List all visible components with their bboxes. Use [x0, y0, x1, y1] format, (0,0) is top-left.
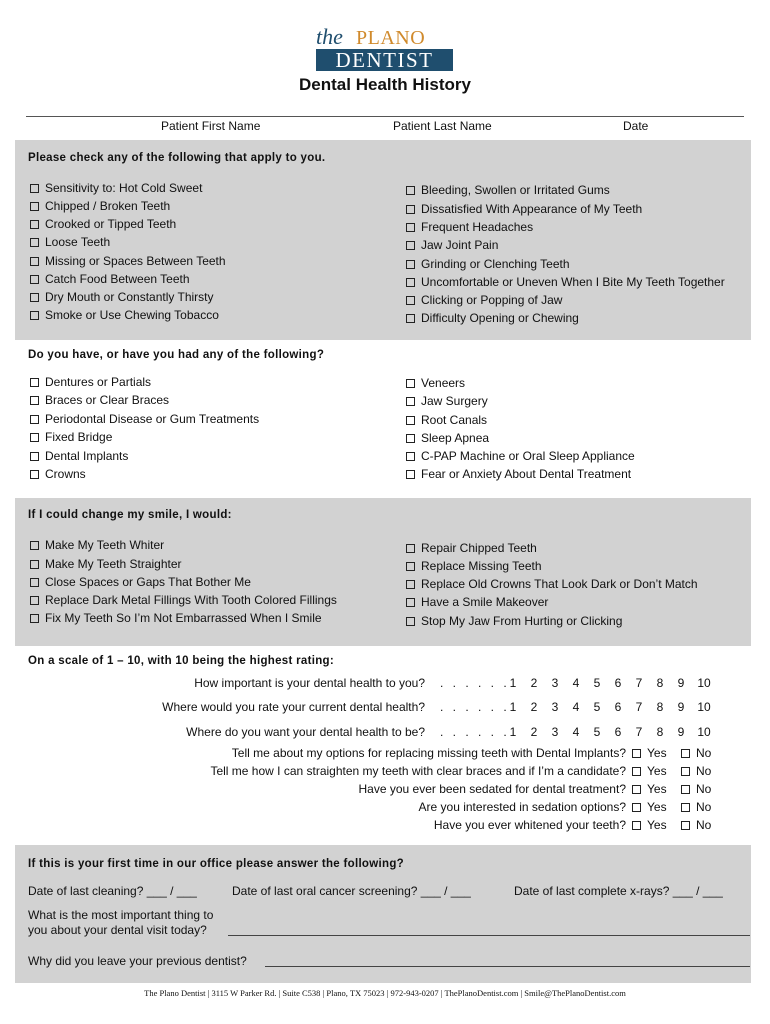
- checkbox-item-label: Dental Implants: [45, 449, 129, 463]
- checkbox-icon[interactable]: [632, 785, 641, 794]
- rating-question: How important is your dental health to you?: [194, 676, 425, 690]
- checkbox-item[interactable]: [406, 541, 537, 555]
- checkbox-icon[interactable]: [681, 803, 690, 812]
- checkbox-icon[interactable]: [632, 821, 641, 830]
- checkbox-item[interactable]: [30, 430, 112, 444]
- checkbox-item[interactable]: [406, 431, 489, 445]
- no-label: No: [696, 764, 712, 778]
- rating-option[interactable]: 4: [572, 700, 580, 714]
- checkbox-item[interactable]: [30, 593, 337, 607]
- checkbox-item[interactable]: [406, 220, 533, 234]
- checkbox-item[interactable]: [406, 376, 465, 390]
- rating-option[interactable]: 1: [509, 700, 517, 714]
- no-option[interactable]: [681, 764, 711, 778]
- checkbox-icon[interactable]: [406, 278, 415, 287]
- checkbox-icon[interactable]: [406, 241, 415, 250]
- leader-dots: . . . . . .: [440, 725, 510, 739]
- logo-the-text: the: [316, 24, 343, 49]
- why-leave-input[interactable]: [265, 966, 750, 967]
- checkbox-item[interactable]: [30, 557, 182, 571]
- checkbox-item-label: Fear or Anxiety About Dental Treatment: [421, 467, 632, 481]
- checkbox-icon[interactable]: [30, 614, 39, 623]
- rating-option[interactable]: 5: [593, 700, 601, 714]
- checkbox-icon[interactable]: [30, 293, 39, 302]
- section-history-heading: Do you have, or have you had any of the following?: [28, 349, 325, 361]
- important-thing-label-2: you about your dental visit today?: [28, 923, 207, 937]
- checkbox-icon[interactable]: [681, 785, 690, 794]
- checkbox-icon[interactable]: [30, 275, 39, 284]
- checkbox-item[interactable]: [30, 308, 219, 322]
- checkbox-item[interactable]: [406, 275, 725, 289]
- yes-no-question: Have you ever whitened your teeth?: [433, 818, 626, 832]
- checkbox-item[interactable]: [406, 394, 488, 408]
- yes-option[interactable]: [632, 818, 667, 832]
- no-option[interactable]: [681, 818, 711, 832]
- checkbox-item-label: Loose Teeth: [45, 235, 111, 249]
- section-first-visit-heading: If this is your first time in our office please answer the following?: [28, 858, 404, 870]
- checkbox-icon[interactable]: [30, 220, 39, 229]
- checkbox-icon[interactable]: [406, 296, 415, 305]
- checkbox-icon[interactable]: [406, 314, 415, 323]
- rating-option[interactable]: 10: [697, 676, 711, 690]
- checkbox-item-label: Replace Missing Teeth: [421, 559, 542, 573]
- checkbox-item-label: Close Spaces or Gaps That Bother Me: [45, 575, 251, 589]
- no-label: No: [696, 818, 712, 832]
- yes-label: Yes: [647, 818, 667, 832]
- checkbox-icon[interactable]: [406, 598, 415, 607]
- yes-option[interactable]: [632, 782, 667, 796]
- last-cleaning-field[interactable]: Date of last cleaning? ___ / ___: [28, 884, 197, 898]
- leader-dots: . . . . . .: [440, 676, 510, 690]
- checkbox-item-label: Clicking or Popping of Jaw: [421, 293, 563, 307]
- yes-no-question: Tell me about my options for replacing missing teeth with Dental Implants?: [231, 746, 626, 760]
- rating-option[interactable]: 7: [635, 700, 643, 714]
- last-screening-field[interactable]: Date of last oral cancer screening? ___ / ___: [232, 884, 471, 898]
- rating-option[interactable]: 10: [697, 725, 711, 739]
- checkbox-item[interactable]: [406, 413, 487, 427]
- leader-dots: . . . . . .: [440, 700, 510, 714]
- checkbox-item[interactable]: [30, 375, 151, 389]
- checkbox-item-label: Dissatisfied With Appearance of My Teeth: [421, 202, 643, 216]
- checkbox-item[interactable]: [406, 559, 542, 573]
- checkbox-icon[interactable]: [30, 452, 39, 461]
- checkbox-icon[interactable]: [681, 767, 690, 776]
- checkbox-icon[interactable]: [406, 470, 415, 479]
- checkbox-item-label: Braces or Clear Braces: [45, 393, 170, 407]
- checkbox-item-label: Have a Smile Makeover: [421, 595, 549, 609]
- checkbox-item[interactable]: [406, 467, 631, 481]
- last-name-label: Patient Last Name: [393, 119, 492, 133]
- important-thing-label-1: What is the most important thing to: [28, 908, 214, 922]
- checkbox-icon[interactable]: [406, 205, 415, 214]
- checkbox-item-label: Repair Chipped Teeth: [421, 541, 537, 555]
- footer-contact: The Plano Dentist | 3115 W Parker Rd. | Suite C538 | Plano, TX 75023 | 972-943-0207 | ThePlanoDentist.com | Smile@ThePlanoDentist.com: [144, 988, 626, 998]
- checkbox-item-label: Replace Old Crowns That Look Dark or Don’t Match: [421, 577, 698, 591]
- checkbox-item[interactable]: [406, 614, 622, 628]
- header-divider: [26, 116, 744, 117]
- checkbox-item[interactable]: [406, 257, 570, 271]
- checkbox-item[interactable]: [406, 311, 579, 325]
- important-thing-input[interactable]: [228, 935, 750, 936]
- no-option[interactable]: [681, 782, 711, 796]
- checkbox-item[interactable]: [30, 272, 190, 286]
- checkbox-item[interactable]: [406, 449, 635, 463]
- logo-dentist-text: DENTIST: [316, 49, 453, 71]
- yes-label: Yes: [647, 782, 667, 796]
- checkbox-item-label: Make My Teeth Whiter: [45, 538, 165, 552]
- checkbox-item[interactable]: [30, 611, 322, 625]
- rating-option[interactable]: 8: [656, 676, 664, 690]
- checkbox-item[interactable]: [30, 412, 259, 426]
- logo-plano-text: PLANO: [356, 27, 426, 49]
- checkbox-item[interactable]: [30, 181, 202, 195]
- section-rating-heading: On a scale of 1 – 10, with 10 being the highest rating:: [28, 655, 334, 667]
- checkbox-item-label: Frequent Headaches: [421, 220, 534, 234]
- checkbox-item-label: Veneers: [421, 376, 466, 390]
- yes-option[interactable]: [632, 746, 667, 760]
- last-xrays-field[interactable]: Date of last complete x-rays? ___ / ___: [514, 884, 723, 898]
- rating-option[interactable]: 3: [551, 725, 559, 739]
- checkbox-item-label: Dentures or Partials: [45, 375, 152, 389]
- checkbox-item-label: Catch Food Between Teeth: [45, 272, 190, 286]
- checkbox-icon[interactable]: [406, 186, 415, 195]
- rating-option[interactable]: 8: [656, 725, 664, 739]
- checkbox-item[interactable]: [406, 183, 610, 197]
- rating-option[interactable]: 8: [656, 700, 664, 714]
- checkbox-icon[interactable]: [30, 238, 39, 247]
- checkbox-icon[interactable]: [406, 562, 415, 571]
- checkbox-icon[interactable]: [406, 452, 415, 461]
- checkbox-icon[interactable]: [406, 617, 415, 626]
- checkbox-icon[interactable]: [406, 544, 415, 553]
- checkbox-item-label: Replace Dark Metal Fillings With Tooth Colored Fillings: [45, 593, 337, 607]
- no-option[interactable]: [681, 746, 711, 760]
- checkbox-item[interactable]: [30, 575, 251, 589]
- checkbox-item-label: Smoke or Use Chewing Tobacco: [45, 308, 219, 322]
- checkbox-item-label: Jaw Surgery: [421, 394, 488, 408]
- checkbox-item-label: Fixed Bridge: [45, 430, 113, 444]
- checkbox-icon[interactable]: [406, 397, 415, 406]
- rating-option[interactable]: 4: [572, 676, 580, 690]
- checkbox-item-label: Make My Teeth Straighter: [45, 557, 182, 571]
- checkbox-icon[interactable]: [406, 379, 415, 388]
- checkbox-icon[interactable]: [406, 580, 415, 589]
- rating-option[interactable]: 2: [530, 725, 538, 739]
- rating-option[interactable]: 2: [530, 700, 538, 714]
- yes-no-question: Have you ever been sedated for dental treatment?: [358, 782, 626, 796]
- checkbox-item[interactable]: [30, 538, 164, 552]
- rating-option[interactable]: 5: [593, 676, 601, 690]
- checkbox-item[interactable]: [30, 199, 170, 213]
- checkbox-item[interactable]: [30, 467, 86, 481]
- rating-option[interactable]: 1: [509, 676, 517, 690]
- checkbox-icon[interactable]: [30, 596, 39, 605]
- checkbox-item-label: Difficulty Opening or Chewing: [421, 311, 579, 325]
- rating-option[interactable]: 7: [635, 725, 643, 739]
- checkbox-item[interactable]: [30, 235, 110, 249]
- why-leave-label: Why did you leave your previous dentist?: [28, 954, 247, 968]
- rating-option[interactable]: 4: [572, 725, 580, 739]
- rating-option[interactable]: 6: [614, 725, 622, 739]
- yes-label: Yes: [647, 800, 667, 814]
- checkbox-item-label: Fix My Teeth So I’m Not Embarrassed When I Smile: [45, 611, 322, 625]
- checkbox-item[interactable]: [30, 393, 169, 407]
- yes-option[interactable]: [632, 800, 667, 814]
- yes-no-question: Tell me how I can straighten my teeth with clear braces and if I’m a candidate?: [210, 764, 626, 778]
- rating-question: Where do you want your dental health to be?: [186, 725, 425, 739]
- no-label: No: [696, 800, 712, 814]
- checkbox-icon[interactable]: [406, 223, 415, 232]
- checkbox-item[interactable]: [406, 595, 548, 609]
- checkbox-item-label: Grinding or Clenching Teeth: [421, 257, 570, 271]
- rating-option[interactable]: 2: [530, 676, 538, 690]
- yes-label: Yes: [647, 746, 667, 760]
- checkbox-icon[interactable]: [632, 749, 641, 758]
- yes-no-question: Are you interested in sedation options?: [418, 800, 626, 814]
- checkbox-icon[interactable]: [632, 803, 641, 812]
- first-name-label: Patient First Name: [161, 119, 261, 133]
- section-smile-heading: If I could change my smile, I would:: [28, 509, 232, 521]
- rating-option[interactable]: 5: [593, 725, 601, 739]
- rating-option[interactable]: 9: [677, 676, 685, 690]
- checkbox-icon[interactable]: [30, 470, 39, 479]
- checkbox-item[interactable]: [406, 577, 698, 591]
- rating-option[interactable]: 9: [677, 725, 685, 739]
- rating-option[interactable]: 10: [697, 700, 711, 714]
- rating-option[interactable]: 6: [614, 700, 622, 714]
- no-option[interactable]: [681, 800, 711, 814]
- checkbox-item[interactable]: [406, 202, 642, 216]
- checkbox-icon[interactable]: [30, 184, 39, 193]
- rating-option[interactable]: 3: [551, 676, 559, 690]
- yes-label: Yes: [647, 764, 667, 778]
- rating-option[interactable]: 7: [635, 676, 643, 690]
- rating-option[interactable]: 1: [509, 725, 517, 739]
- checkbox-icon[interactable]: [406, 416, 415, 425]
- no-label: No: [696, 782, 712, 796]
- checkbox-item[interactable]: [30, 449, 128, 463]
- checkbox-icon[interactable]: [681, 821, 690, 830]
- checkbox-icon[interactable]: [30, 433, 39, 442]
- checkbox-item[interactable]: [406, 238, 498, 252]
- checkbox-icon[interactable]: [30, 560, 39, 569]
- checkbox-item-label: Sensitivity to: Hot Cold Sweet: [45, 181, 203, 195]
- checkbox-item-label: Chipped / Broken Teeth: [45, 199, 171, 213]
- checkbox-icon[interactable]: [632, 767, 641, 776]
- rating-question: Where would you rate your current dental health?: [162, 700, 425, 714]
- checkbox-icon[interactable]: [406, 434, 415, 443]
- checkbox-icon[interactable]: [30, 202, 39, 211]
- checkbox-item-label: Crooked or Tipped Teeth: [45, 217, 177, 231]
- checkbox-item-label: Missing or Spaces Between Teeth: [45, 254, 226, 268]
- checkbox-icon[interactable]: [30, 578, 39, 587]
- checkbox-icon[interactable]: [681, 749, 690, 758]
- checkbox-item-label: C-PAP Machine or Oral Sleep Appliance: [421, 449, 635, 463]
- checkbox-item-label: Crowns: [45, 467, 86, 481]
- checkbox-item-label: Sleep Apnea: [421, 431, 490, 445]
- page-title: Dental Health History: [299, 75, 471, 94]
- rating-option[interactable]: 3: [551, 700, 559, 714]
- checkbox-item[interactable]: [30, 254, 226, 268]
- checkbox-item-label: Bleeding, Swollen or Irritated Gums: [421, 183, 610, 197]
- checkbox-item-label: Jaw Joint Pain: [421, 238, 499, 252]
- date-label: Date: [623, 119, 649, 133]
- checkbox-item-label: Root Canals: [421, 413, 488, 427]
- section-symptoms-heading: Please check any of the following that apply to you.: [28, 152, 326, 164]
- checkbox-item-label: Stop My Jaw From Hurting or Clicking: [421, 614, 623, 628]
- checkbox-icon[interactable]: [30, 541, 39, 550]
- checkbox-item-label: Uncomfortable or Uneven When I Bite My Teeth Together: [421, 275, 725, 289]
- checkbox-item[interactable]: [30, 217, 176, 231]
- checkbox-item[interactable]: [406, 293, 562, 307]
- checkbox-item-label: Dry Mouth or Constantly Thirsty: [45, 290, 214, 304]
- rating-option[interactable]: 9: [677, 700, 685, 714]
- checkbox-item-label: Periodontal Disease or Gum Treatments: [45, 412, 260, 426]
- rating-option[interactable]: 6: [614, 676, 622, 690]
- checkbox-icon[interactable]: [406, 260, 415, 269]
- checkbox-icon[interactable]: [30, 311, 39, 320]
- checkbox-item[interactable]: [30, 290, 214, 304]
- checkbox-icon[interactable]: [30, 415, 39, 424]
- checkbox-icon[interactable]: [30, 257, 39, 266]
- no-label: No: [696, 746, 712, 760]
- yes-option[interactable]: [632, 764, 667, 778]
- checkbox-icon[interactable]: [30, 396, 39, 405]
- checkbox-icon[interactable]: [30, 378, 39, 387]
